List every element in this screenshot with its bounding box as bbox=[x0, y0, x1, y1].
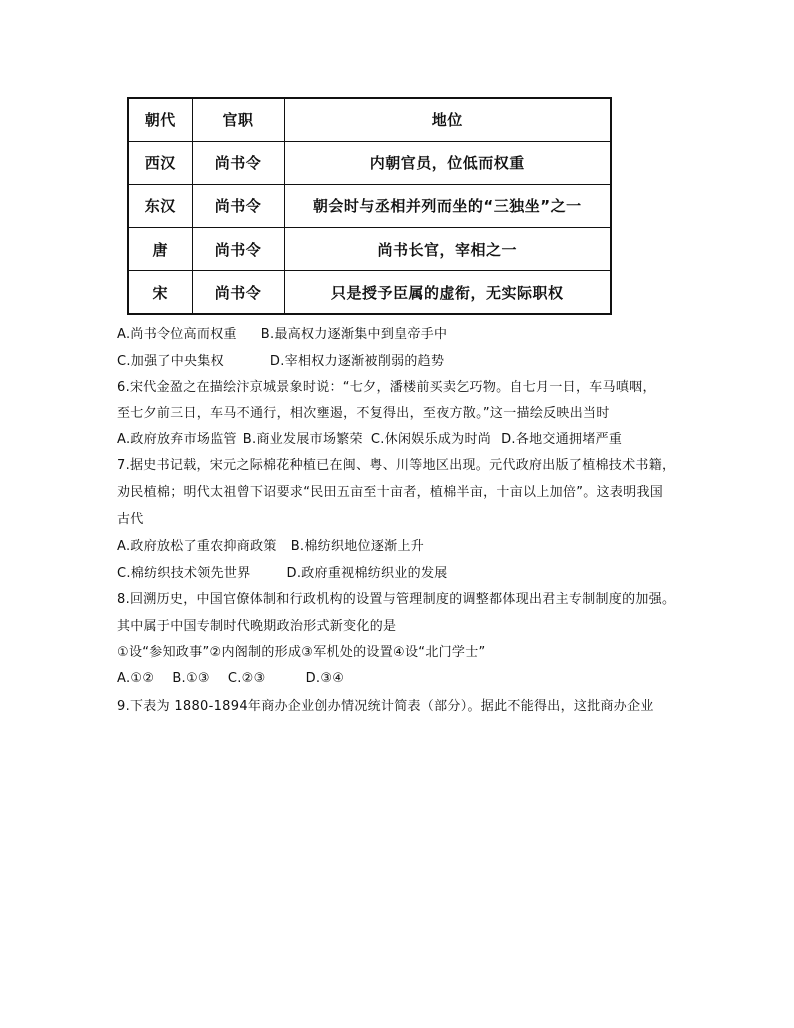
table-row bbox=[128, 271, 611, 314]
header-office: 官职 bbox=[192, 98, 284, 141]
q6-stem-line-2: 至七夕前三日，车马不通行，相次壅遏，不复得出，至夜方散。”这一描绘反映出当时 bbox=[117, 406, 610, 421]
q6-option-c: C.休闲娱乐成为时尚 bbox=[370, 432, 492, 447]
cell-office: 尚书令 bbox=[192, 271, 284, 314]
table-row bbox=[128, 228, 611, 271]
table-header-row bbox=[128, 98, 611, 141]
q5-option-a: A.尚书令位高而权重 bbox=[117, 327, 237, 342]
cell-dynasty: 宋 bbox=[128, 271, 192, 314]
q5-options-row-1 bbox=[117, 326, 447, 344]
cell-status: 尚书长官，宰相之一 bbox=[284, 228, 611, 271]
table-row bbox=[128, 184, 611, 227]
cell-status: 内朝官员，位低而权重 bbox=[284, 141, 611, 184]
official-position-table bbox=[127, 97, 612, 315]
q8-option-d: D.③④ bbox=[305, 671, 345, 686]
q7-stem-line-1: 7.据史书记载，宋元之际棉花种植已在闽、粤、川等地区出现。元代政府出版了植棉技术书籍， bbox=[117, 458, 676, 473]
q8-options-row bbox=[117, 670, 344, 688]
table-row bbox=[128, 141, 611, 184]
q9-stem-line-1: 9.下表为 1880-1894年商办企业创办情况统计简表（部分）。据此不能得出，这批商办企业 bbox=[117, 699, 654, 714]
q8-option-c: C.②③ bbox=[227, 671, 266, 686]
q8-stem-line-1: 8.回溯历史，中国官僚体制和行政机构的设置与管理制度的调整都体现出君主专制制度的加强。 bbox=[117, 592, 676, 607]
q6-option-d: D.各地交通拥堵严重 bbox=[501, 432, 623, 447]
q5-option-b: B.最高权力逐渐集中到皇帝手中 bbox=[260, 327, 448, 342]
cell-office: 尚书令 bbox=[192, 228, 284, 271]
header-dynasty: 朝代 bbox=[128, 98, 192, 141]
q8-option-b: B.①③ bbox=[172, 671, 210, 686]
header-status: 地位 bbox=[284, 98, 611, 141]
q7-stem-line-2: 劝民植棉；明代太祖曾下诏要求“民田五亩至十亩者，植棉半亩，十亩以上加倍”。这表明我国 bbox=[117, 485, 664, 500]
q7-option-c: C.棉纺织技术领先世界 bbox=[117, 566, 251, 581]
q6-option-b: B.商业发展市场繁荣 bbox=[242, 432, 363, 447]
q5-option-c: C.加强了中央集权 bbox=[117, 354, 224, 369]
cell-dynasty: 唐 bbox=[128, 228, 192, 271]
cell-status: 只是授予臣属的虚衔，无实际职权 bbox=[284, 271, 611, 314]
q5-option-d: D.宰相权力逐渐被削弱的趋势 bbox=[269, 354, 445, 369]
q7-options-row-1 bbox=[117, 538, 424, 556]
q7-option-a: A.政府放松了重农抑商政策 bbox=[117, 539, 277, 554]
q6-stem-line-1: 6.宋代金盈之在描绘汴京城景象时说：“七夕，潘楼前买卖乞巧物。自七月一日，车马嗔咽， bbox=[117, 380, 656, 395]
cell-office: 尚书令 bbox=[192, 184, 284, 227]
q7-option-d: D.政府重视棉纺织业的发展 bbox=[286, 566, 448, 581]
cell-status: 朝会时与丞相并列而坐的“三独坐”之一 bbox=[284, 184, 611, 227]
q7-options-row-2 bbox=[117, 565, 448, 583]
q8-option-a: A.①② bbox=[117, 671, 155, 686]
cell-dynasty: 东汉 bbox=[128, 184, 192, 227]
q8-stem-line-2: 其中属于中国专制时代晚期政治形式新变化的是 bbox=[117, 619, 397, 634]
q7-option-b: B.棉纺织地位逐渐上升 bbox=[290, 539, 425, 554]
q7-stem-line-3: 古代 bbox=[117, 512, 144, 527]
cell-dynasty: 西汉 bbox=[128, 141, 192, 184]
q6-option-a: A.政府放弃市场监管 bbox=[117, 432, 237, 447]
q8-items: ①设“参知政事”②内阁制的形成③军机处的设置④设“北门学士” bbox=[117, 645, 486, 660]
q5-options-row-2 bbox=[117, 353, 444, 371]
cell-office: 尚书令 bbox=[192, 141, 284, 184]
q6-options-row bbox=[117, 431, 622, 449]
